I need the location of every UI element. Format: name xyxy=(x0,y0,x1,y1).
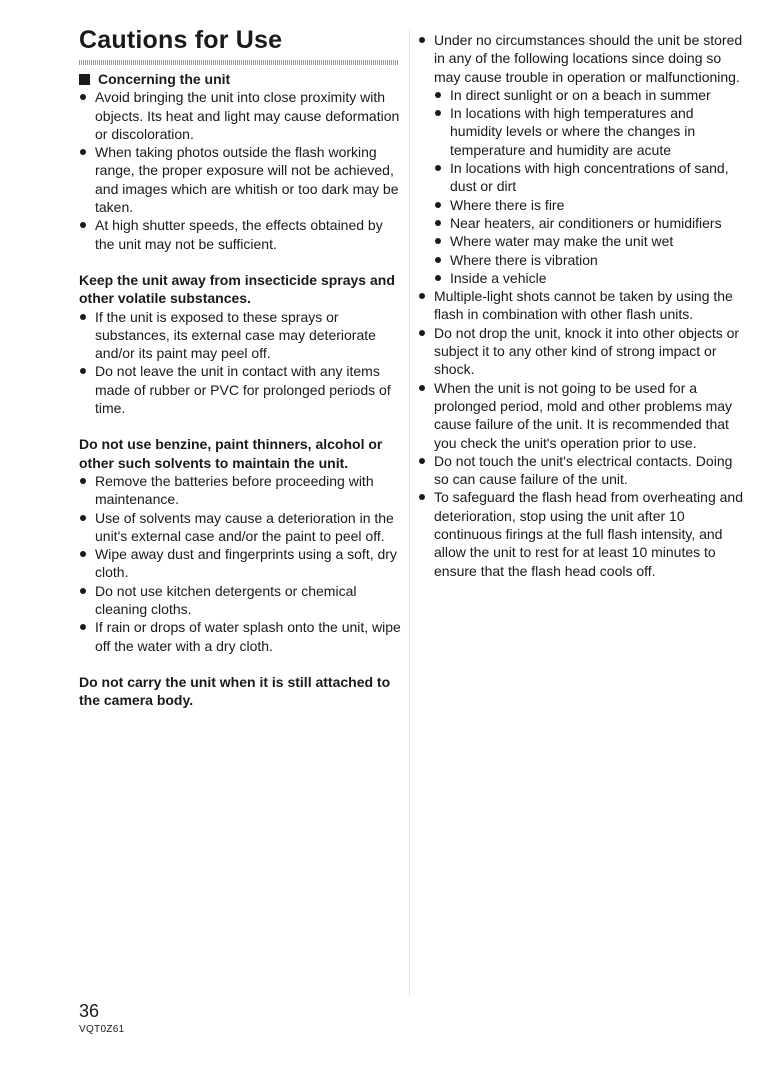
concerning-list xyxy=(79,88,401,253)
list-item: In locations with high concentrations of sand, dust or dirt xyxy=(434,159,748,196)
column-divider xyxy=(409,30,410,995)
page-title: Cautions for Use xyxy=(79,26,283,54)
list-item: Where water may make the unit wet xyxy=(434,232,748,250)
list-item: Inside a vehicle xyxy=(434,269,748,287)
list-item: Avoid bringing the unit into close proximity with objects. Its heat and light may cause deformation or discoloration. xyxy=(79,88,401,143)
list-item: Do not use kitchen detergents or chemical cleaning cloths. xyxy=(79,582,401,619)
list-item: If the unit is exposed to these sprays or substances, its external case may deteriorate and/or its paint may peel off. xyxy=(79,308,401,363)
list-item: Wipe away dust and fingerprints using a soft, dry cloth. xyxy=(79,545,401,582)
list-item: When the unit is not going to be used for a prolonged period, mold and other problems may cause failure of the unit. It is recommended that you check the unit's operation prior to use. xyxy=(418,379,748,452)
solvents-list xyxy=(79,472,401,655)
list-item: Do not leave the unit in contact with any items made of rubber or PVC for prolonged periods of time. xyxy=(79,362,401,417)
right-column xyxy=(418,31,748,580)
insecticide-list xyxy=(79,308,401,418)
list-item: In direct sunlight or on a beach in summer xyxy=(434,86,748,104)
list-item: Near heaters, air conditioners or humidifiers xyxy=(434,214,748,232)
page-number: 36 xyxy=(79,1001,100,1021)
list-item-storage-locations xyxy=(418,31,748,287)
list-item: When taking photos outside the flash working range, the proper exposure will not be achieved, and images which are whitish or too dark may be taken. xyxy=(79,143,401,216)
concerning-heading xyxy=(79,70,401,88)
storage-intro: Under no circumstances should the unit be stored in any of the following locations since doing so may cause trouble in operation or malfunctioning. xyxy=(434,32,743,85)
carry-heading: Do not carry the unit when it is still attached to the camera body. xyxy=(79,673,391,709)
list-item: Remove the batteries before proceeding with maintenance. xyxy=(79,472,401,509)
list-item: Multiple-light shots cannot be taken by using the flash in combination with other flash units. xyxy=(418,287,748,324)
locations-list xyxy=(434,86,748,287)
list-item: To safeguard the flash head from overheating and deterioration, stop using the unit after 10 continuous firings at the full flash intensity, and allow the unit to rest for at least 10 minutes to ensure that the flash head cools off. xyxy=(418,488,748,579)
right-list xyxy=(418,31,748,580)
list-item: Do not drop the unit, knock it into other objects or subject it to any other kind of strong impact or shock. xyxy=(418,324,748,379)
list-item: Use of solvents may cause a deterioration in the unit's external case and/or the paint to peel off. xyxy=(79,509,401,546)
title-underline-rule xyxy=(79,60,399,65)
insecticide-heading: Keep the unit away from insecticide sprays and other volatile substances. xyxy=(79,271,395,307)
list-item: In locations with high temperatures and humidity levels or where the changes in temperature and humidity are acute xyxy=(434,104,748,159)
solvents-heading: Do not use benzine, paint thinners, alcohol or other such solvents to maintain the unit. xyxy=(79,436,383,471)
document-code: VQT0Z61 xyxy=(79,1024,125,1035)
list-item: Where there is fire xyxy=(434,196,748,214)
list-item: Do not touch the unit's electrical contacts. Doing so can cause failure of the unit. xyxy=(418,452,748,489)
list-item: Where there is vibration xyxy=(434,251,748,269)
concerning-heading-text: Concerning the unit xyxy=(98,71,231,87)
square-bullet-icon xyxy=(79,74,90,85)
left-column xyxy=(79,70,401,710)
list-item: At high shutter speeds, the effects obtained by the unit may not be sufficient. xyxy=(79,216,401,253)
list-item: If rain or drops of water splash onto the unit, wipe off the water with a dry cloth. xyxy=(79,618,401,655)
